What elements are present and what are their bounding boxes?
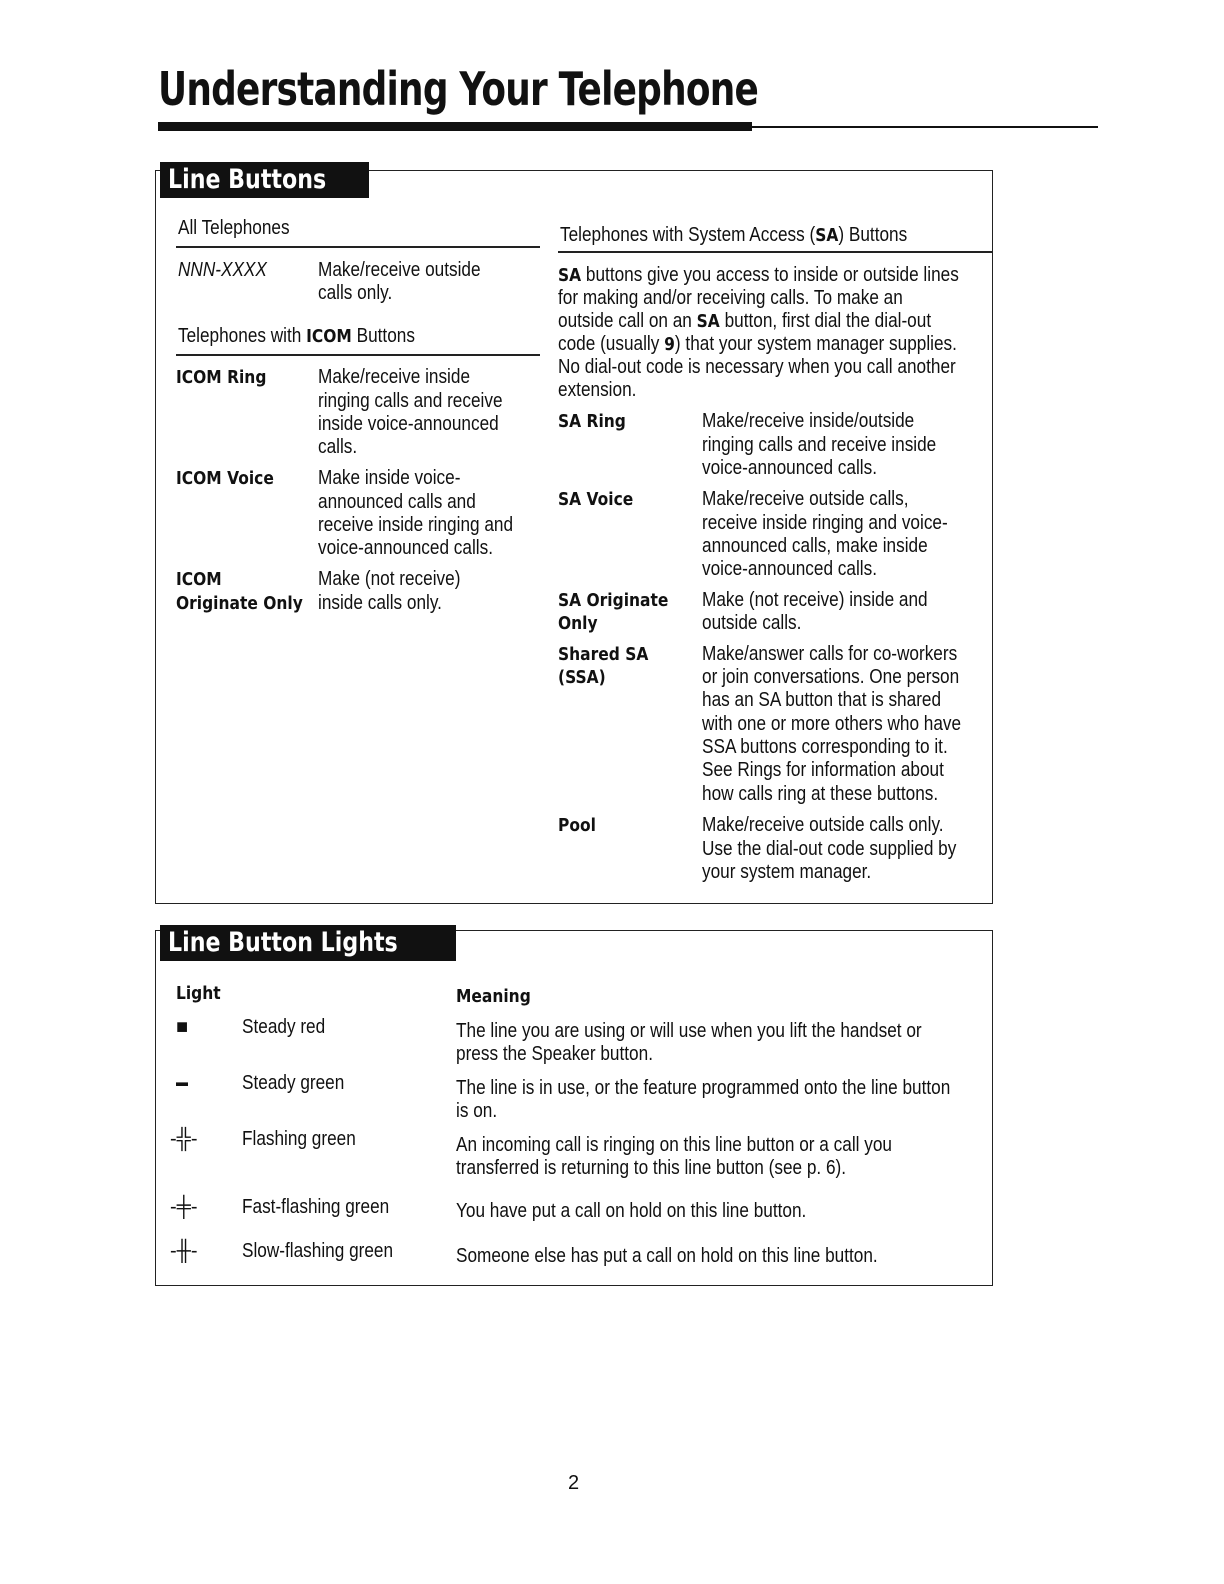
icom-voice-desc: announced calls and <box>318 491 476 513</box>
shared-sa-desc: See Rings for information about <box>702 759 944 781</box>
sa-voice-desc: Make/receive outside calls, <box>702 488 909 510</box>
light-label: Slow-flashing green <box>242 1240 394 1262</box>
divider <box>176 246 540 248</box>
steady-red-icon: ■ <box>176 1016 189 1038</box>
sa-ring-label: SA Ring <box>558 411 626 432</box>
icom-voice-desc: voice-announced calls. <box>318 537 493 559</box>
steady-green-icon: ▬ <box>176 1075 188 1089</box>
light-meaning: transferred is returning to this line button (see p. 6). <box>456 1157 847 1179</box>
sa-voice-desc: voice-announced calls. <box>702 558 877 580</box>
all-telephones-heading: All Telephones <box>178 217 290 239</box>
line-buttons-heading: Line Buttons <box>160 162 369 198</box>
sa-intro-line: SA buttons give you access to inside or outside lines <box>558 264 959 286</box>
shared-sa-desc: how calls ring at these buttons. <box>702 783 939 805</box>
icom-voice-desc: receive inside ringing and <box>318 514 514 536</box>
pool-desc: Use the dial-out code supplied by <box>702 838 957 860</box>
page-number: 2 <box>568 1472 580 1494</box>
icom-originate-desc: inside calls only. <box>318 592 442 614</box>
icom-ring-desc: inside voice-announced <box>318 413 499 435</box>
icom-originate-label: Originate Only <box>176 593 303 614</box>
sa-voice-desc: announced calls, make inside <box>702 535 928 557</box>
light-label: Steady green <box>242 1072 345 1094</box>
light-meaning: Someone else has put a call on hold on this line button. <box>456 1245 878 1267</box>
shared-sa-label: Shared SA <box>558 644 649 665</box>
line-button-lights-heading: Line Button Lights <box>160 925 456 961</box>
icom-ring-label: ICOM Ring <box>176 367 267 388</box>
light-meaning: press the Speaker button. <box>456 1043 653 1065</box>
slow-flashing-green-icon: -╫- <box>170 1240 198 1262</box>
light-meaning: The line is in use, or the feature programmed onto the line button <box>456 1077 951 1099</box>
page-title: Understanding Your Telephone <box>158 62 759 116</box>
sa-intro-line: outside call on an SA button, first dial the dial-out <box>558 310 932 332</box>
icom-voice-desc: Make inside voice- <box>318 467 461 489</box>
shared-sa-desc: with one or more others who have <box>702 713 962 735</box>
light-label: Steady red <box>242 1016 326 1038</box>
sa-intro-line: extension. <box>558 379 637 401</box>
light-label: Flashing green <box>242 1128 356 1150</box>
sa-intro-line: code (usually 9) that your system manager supplies. <box>558 333 957 355</box>
meaning-column-header: Meaning <box>456 986 531 1007</box>
icom-telephones-heading: Telephones with ICOM Buttons <box>178 325 415 347</box>
icom-originate-desc: Make (not receive) <box>318 568 461 590</box>
light-meaning: An incoming call is ringing on this line button or a call you <box>456 1134 892 1156</box>
shared-sa-desc: SSA buttons corresponding to it. <box>702 736 948 758</box>
divider <box>558 251 992 253</box>
pool-desc: Make/receive outside calls only. <box>702 814 944 836</box>
icom-ring-desc: ringing calls and receive <box>318 390 503 412</box>
pool-label: Pool <box>558 815 596 836</box>
icom-ring-desc: Make/receive inside <box>318 366 471 388</box>
divider <box>176 354 540 356</box>
shared-sa-label: (SSA) <box>558 667 606 688</box>
nnn-desc-line: Make/receive outside <box>318 259 481 281</box>
light-meaning: You have put a call on hold on this line button. <box>456 1200 807 1222</box>
nnn-desc-line: calls only. <box>318 282 393 304</box>
shared-sa-desc: has an SA button that is shared <box>702 689 942 711</box>
line-button-lights-section <box>155 930 993 1286</box>
sa-voice-label: SA Voice <box>558 489 634 510</box>
sa-intro-line: for making and/or receiving calls. To make an <box>558 287 903 309</box>
light-column-header: Light <box>176 983 221 1004</box>
sa-intro-line: No dial-out code is necessary when you call another <box>558 356 956 378</box>
icom-ring-desc: calls. <box>318 436 358 458</box>
sa-originate-desc: Make (not receive) inside and <box>702 589 928 611</box>
nnn-xxxx-label: NNN-XXXX <box>178 259 267 281</box>
icom-originate-label: ICOM <box>176 569 222 590</box>
sa-originate-label: SA Originate <box>558 590 669 611</box>
sa-ring-desc: voice-announced calls. <box>702 457 877 479</box>
icom-voice-label: ICOM Voice <box>176 468 274 489</box>
title-rule-thin <box>752 126 1098 128</box>
sa-telephones-heading: Telephones with System Access (SA) Buttons <box>560 224 908 246</box>
sa-voice-desc: receive inside ringing and voice- <box>702 512 948 534</box>
sa-originate-label: Only <box>558 613 598 634</box>
shared-sa-desc: Make/answer calls for co-workers <box>702 643 958 665</box>
light-meaning: The line you are using or will use when you lift the handset or <box>456 1020 922 1042</box>
flashing-green-icon: -╬- <box>170 1128 198 1150</box>
fast-flashing-green-icon: -╪- <box>170 1196 198 1218</box>
light-label: Fast-flashing green <box>242 1196 390 1218</box>
sa-ring-desc: ringing calls and receive inside <box>702 434 937 456</box>
sa-originate-desc: outside calls. <box>702 612 802 634</box>
pool-desc: your system manager. <box>702 861 872 883</box>
title-rule <box>158 122 752 131</box>
light-meaning: is on. <box>456 1100 498 1122</box>
shared-sa-desc: or join conversations. One person <box>702 666 960 688</box>
sa-ring-desc: Make/receive inside/outside <box>702 410 915 432</box>
